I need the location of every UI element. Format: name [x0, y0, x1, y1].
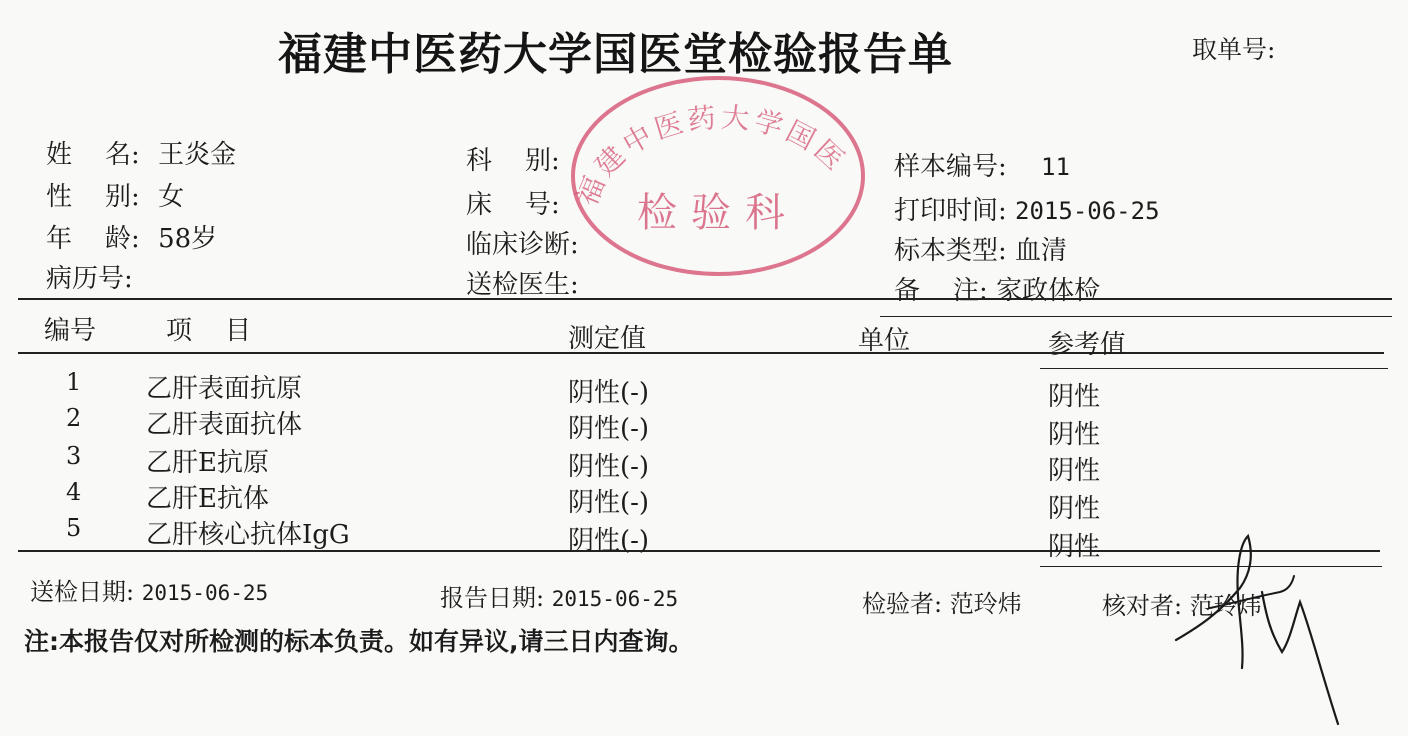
record-number-row: [46, 258, 141, 295]
patient-name: 王炎金: [158, 140, 237, 170]
submit-date-label: 送检日期:: [30, 578, 135, 606]
row-number: 4: [66, 478, 82, 506]
patient-age-row: [46, 218, 217, 255]
column-header-item: 项 目: [166, 316, 252, 346]
report-date-label: 报告日期:: [440, 584, 545, 612]
header-bottom-rule: [18, 352, 1384, 354]
row-result: 阴性(-): [568, 414, 650, 444]
handwritten-signature: [1170, 528, 1360, 728]
row-result: 阴性(-): [568, 452, 650, 482]
column-header-no: 编号: [44, 316, 97, 346]
row-reference: 阴性: [1048, 532, 1101, 562]
record-number-label: 病历号:: [46, 264, 133, 294]
table-top-rule: [18, 298, 1392, 300]
sample-number-label: 样本编号:: [894, 152, 1007, 182]
disclaimer-note: 注:本报告仅对所检测的标本负责。如有异议,请三日内查询。: [24, 627, 694, 656]
print-time-row: [894, 190, 1160, 227]
column-header-unit: 单位: [858, 326, 911, 356]
patient-name-row: [46, 134, 236, 171]
column-header-reference: 参考值: [1048, 330, 1127, 360]
report-title: 福建中医药大学国医堂检验报告单: [278, 29, 953, 80]
row-reference: 阴性: [1048, 420, 1101, 450]
patient-sex-row: [46, 176, 184, 213]
row-item: 乙肝表面抗体: [146, 410, 303, 440]
checker-label: 核对者:: [1102, 592, 1183, 620]
sample-type-row: [894, 230, 1067, 267]
diagnosis-row: [466, 224, 587, 261]
print-time-label: 打印时间:: [894, 196, 1007, 226]
sample-type-label: 标本类型:: [894, 236, 1007, 266]
row-reference: 阴性: [1048, 382, 1101, 412]
row-result: 阴性(-): [568, 378, 650, 408]
row-reference: 阴性: [1048, 456, 1101, 486]
table-bottom-rule-right: [1040, 566, 1382, 567]
remark-label: 备 注:: [894, 276, 988, 306]
sample-type: 血清: [1015, 236, 1068, 266]
row-number: 3: [66, 442, 82, 470]
row-number: 2: [66, 404, 82, 432]
sample-number: 11: [1041, 153, 1070, 181]
report-date: 2015-06-25: [551, 587, 679, 611]
department-label: 科 别:: [466, 146, 560, 176]
checker-name: 范玲炜: [1189, 592, 1262, 620]
pickup-number-label: 取单号:: [1192, 35, 1276, 64]
sample-number-row: [894, 146, 1070, 183]
inspector-label: 检验者:: [862, 590, 943, 618]
submit-date: 2015-06-25: [141, 581, 269, 605]
submit-date-row: [30, 572, 268, 607]
row-item: 乙肝表面抗原: [146, 374, 303, 404]
patient-sex: 女: [158, 182, 185, 212]
patient-age: 58岁: [158, 224, 218, 254]
row-item: 乙肝核心抗体IgG: [146, 520, 350, 550]
row-result: 阴性(-): [568, 526, 650, 556]
row-item: 乙肝E抗原: [146, 448, 269, 478]
table-top-rule-right: [880, 316, 1392, 317]
row-item: 乙肝E抗体: [146, 484, 269, 514]
doctor-row: [466, 264, 587, 301]
stamp-center-text: 检验科: [637, 190, 799, 236]
department-row: [466, 140, 568, 177]
patient-name-label: 姓 名:: [46, 140, 140, 170]
inspector-row: [862, 584, 1022, 619]
column-header-result: 测定值: [568, 324, 647, 354]
inspector-name: 范玲炜: [949, 590, 1022, 618]
header-bottom-rule-right: [1040, 368, 1388, 369]
row-number: 5: [66, 514, 82, 542]
checker-row: [1102, 586, 1262, 621]
row-reference: 阴性: [1048, 494, 1101, 524]
row-number: 1: [66, 368, 82, 396]
diagnosis-label: 临床诊断:: [466, 230, 579, 260]
stamp-seal: [548, 58, 878, 278]
patient-sex-label: 性 别:: [46, 182, 140, 212]
doctor-label: 送检医生:: [466, 270, 579, 300]
report-date-row: [440, 578, 678, 613]
bed-number-row: [466, 184, 568, 221]
row-result: 阴性(-): [568, 488, 650, 518]
remark-row: [894, 270, 1100, 307]
print-time: 2015-06-25: [1015, 197, 1160, 225]
lab-stamp: [548, 58, 878, 278]
stamp-top-text: 福建中医药大学国医: [570, 100, 854, 211]
patient-age-label: 年 龄:: [46, 224, 140, 254]
remark: 家政体检: [996, 276, 1101, 306]
bed-number-label: 床 号:: [466, 190, 560, 220]
